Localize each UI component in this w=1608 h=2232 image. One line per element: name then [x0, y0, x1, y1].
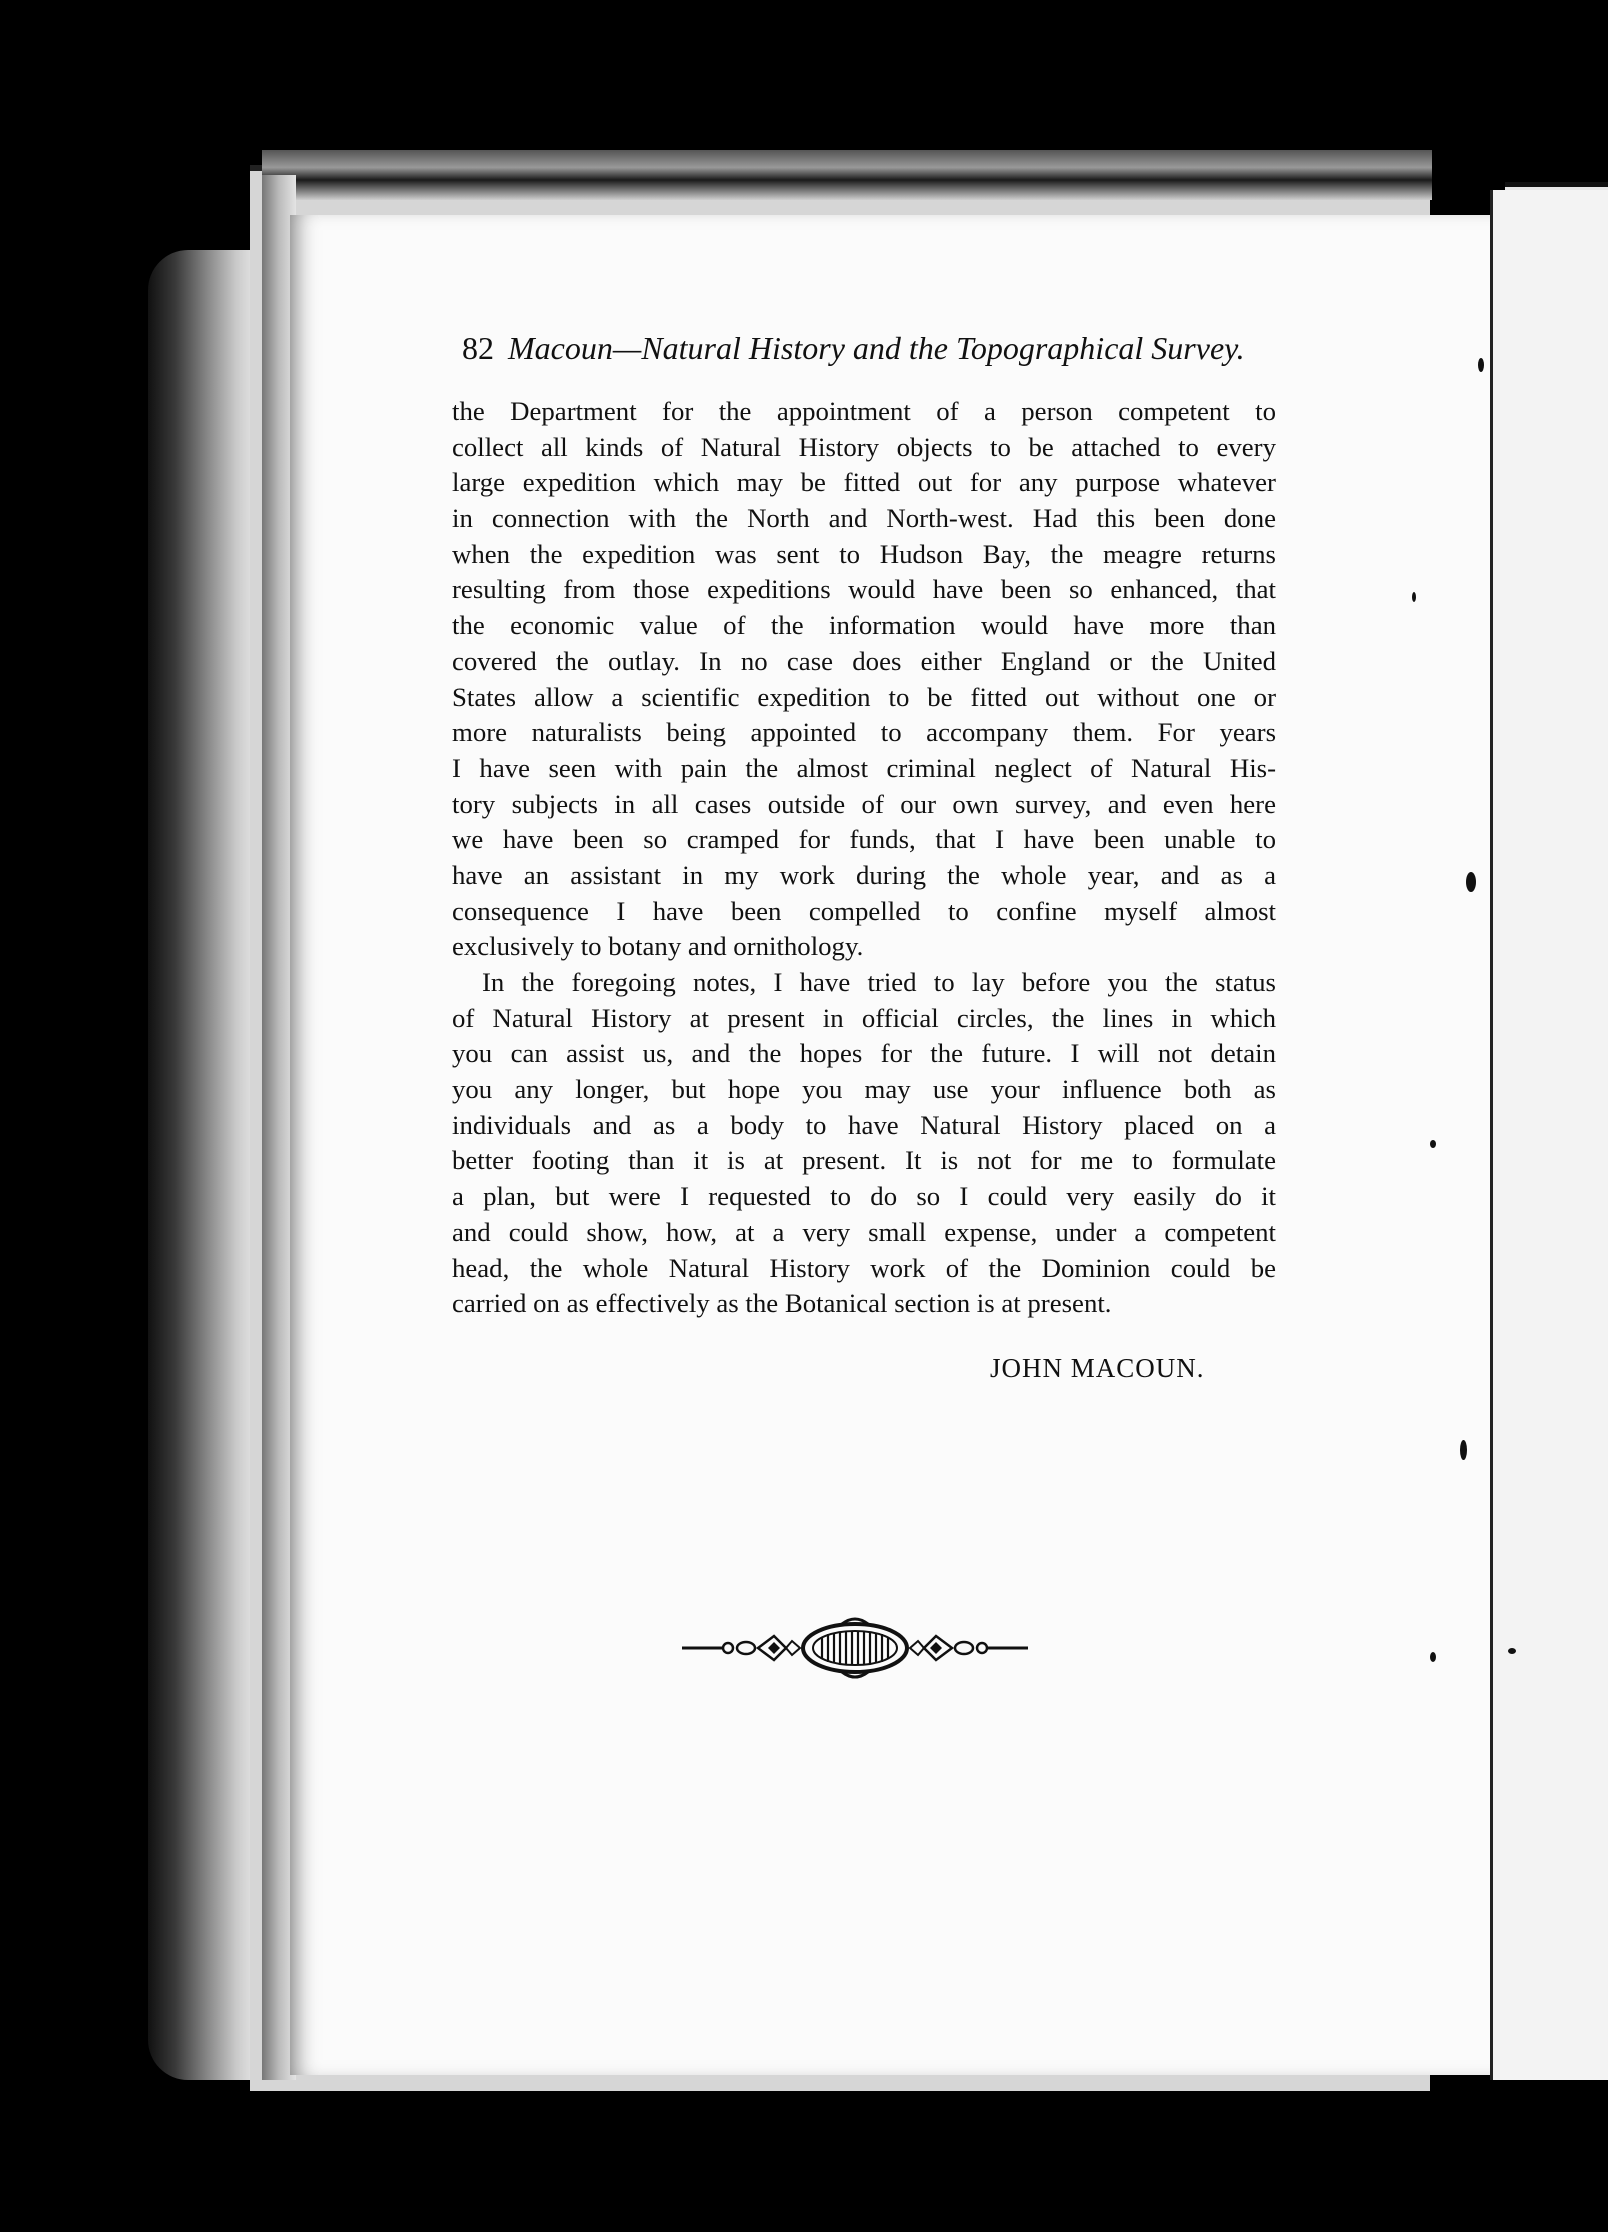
- running-head: Macoun—Natural History and the Topographical Survey.: [508, 330, 1245, 366]
- author-signature: JOHN MACOUN.: [990, 1353, 1205, 1383]
- text-line: collect all kinds of Natural History objects to be attached to every: [452, 431, 1276, 462]
- text-line: I have seen with pain the almost criminal neglect of Natural His-: [452, 752, 1276, 783]
- body-text: [452, 394, 1276, 1322]
- text-line: you can assist us, and the hopes for the future. I will not detain: [452, 1038, 1276, 1069]
- text-line: better footing than it is at present. It is not for me to formulate: [452, 1145, 1276, 1176]
- text-line: and could show, how, at a very small expense, under a competent: [452, 1216, 1276, 1247]
- page-top-edge: [262, 150, 1432, 200]
- text-line: the Department for the appointment of a person competent to: [452, 396, 1276, 426]
- text-line: the economic value of the information would have more than: [452, 610, 1276, 641]
- text-line: a plan, but were I requested to do so I could very easily do it: [452, 1181, 1276, 1212]
- scan-speck: [1430, 1652, 1436, 1662]
- paragraph-end-line: exclusively to botany and ornithology.: [452, 931, 864, 962]
- page-header: [462, 330, 1282, 378]
- text-line: have an assistant in my work during the whole year, and as a: [452, 859, 1276, 890]
- tailpiece-ornament-icon: [682, 1608, 1028, 1688]
- text-line: we have been so cramped for funds, that I have been unable to: [452, 824, 1276, 855]
- scan-speck: [1412, 592, 1416, 602]
- text-line: in connection with the North and North-west. Had this been done: [452, 503, 1276, 534]
- page-number: 82: [462, 330, 494, 366]
- text-line: head, the whole Natural History work of the Dominion could be: [452, 1252, 1276, 1283]
- scan-speck: [1460, 1440, 1467, 1460]
- text-line: of Natural History at present in official circles, the lines in which: [452, 1002, 1276, 1033]
- text-line: more naturalists being appointed to accompany them. For years: [452, 717, 1276, 748]
- text-line: large expedition which may be fitted out for any purpose whatever: [452, 467, 1276, 498]
- scan-speck: [1466, 872, 1476, 892]
- text-line: you any longer, but hope you may use your influence both as: [452, 1074, 1276, 1105]
- text-line: consequence I have been compelled to confine myself almost: [452, 895, 1276, 926]
- text-line: tory subjects in all cases outside of our own survey, and even here: [452, 788, 1276, 819]
- scan-speck: [1430, 1140, 1436, 1148]
- text-line: resulting from those expeditions would have been so enhanced, that: [452, 574, 1276, 605]
- facing-page-strip: [1490, 190, 1608, 2080]
- scan-speck: [1508, 1648, 1516, 1654]
- paragraph-end-line: carried on as effectively as the Botanical section is at present.: [452, 1288, 1112, 1319]
- paragraph-start-line: In the foregoing notes, I have tried to lay before you the status: [482, 967, 1276, 997]
- book-spine-shadow: [148, 250, 258, 2080]
- text-line: individuals and as a body to have Natural History placed on a: [452, 1109, 1276, 1140]
- scan-speck: [1478, 358, 1484, 372]
- text-line: States allow a scientific expedition to be fitted out without one or: [452, 681, 1276, 712]
- text-line: covered the outlay. In no case does either England or the United: [452, 645, 1276, 676]
- text-line: when the expedition was sent to Hudson Bay, the meagre returns: [452, 538, 1276, 569]
